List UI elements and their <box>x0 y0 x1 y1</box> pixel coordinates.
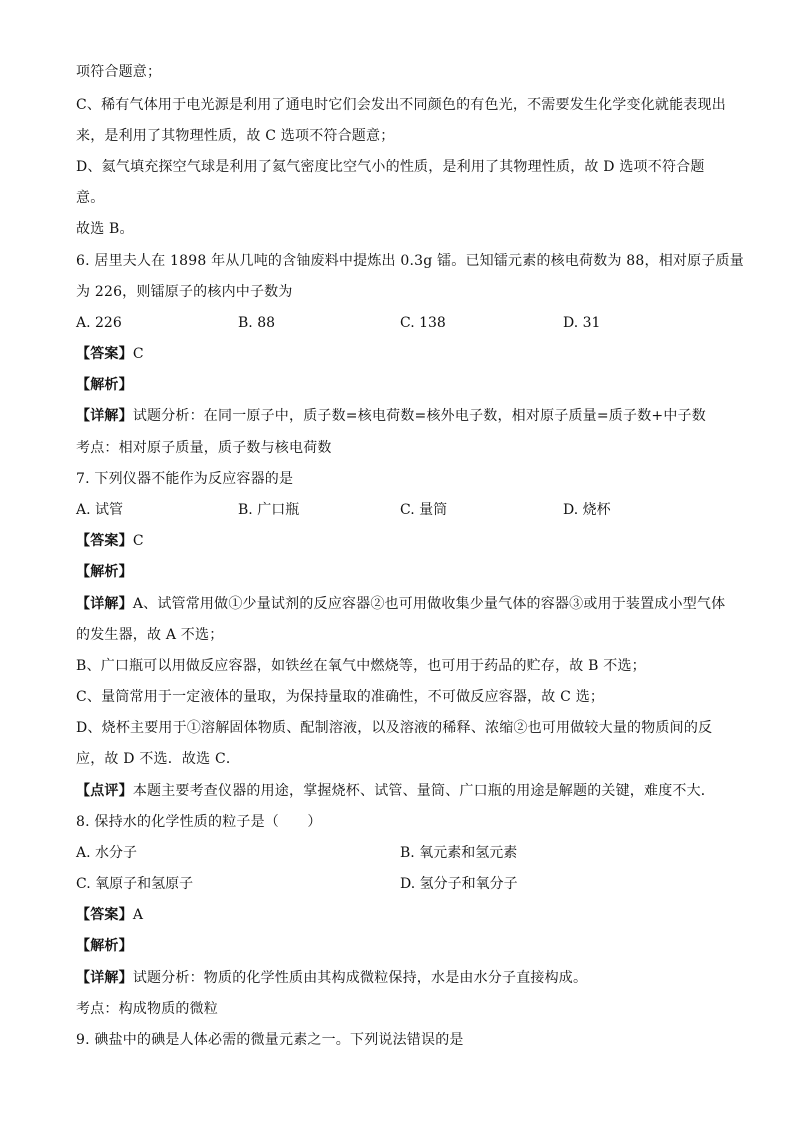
answer-label: 【答案】 <box>76 907 133 923</box>
q7-detail <box>76 594 726 614</box>
question-9-stem: 9. 碘盐中的碘是人体必需的微量元素之一。下列说法错误的是 <box>76 1032 464 1048</box>
detail-label: 【详解】 <box>76 970 133 986</box>
q6-answer <box>76 344 726 364</box>
text-line: 来，是利用了其物理性质，故 C 选项不符合题意； <box>76 128 395 144</box>
q6-option-a: A. 226 <box>76 315 122 331</box>
answer-value: A <box>132 907 144 923</box>
text-line: 意。 <box>76 190 105 206</box>
text-line: 项符合题意； <box>76 64 162 80</box>
q7-option-c: C. 量筒 <box>400 502 448 518</box>
detail-text: 试题分析：物质的化学性质由其构成微粒保持，水是由水分子直接构成。 <box>132 970 588 986</box>
text-line: B、广口瓶可以用做反应容器，如铁丝在氧气中燃烧等，也可用于药品的贮存，故 B 不选； <box>76 658 646 674</box>
question-7-stem: 7. 下列仪器不能作为反应容器的是 <box>76 471 294 487</box>
q8-detail <box>76 968 726 988</box>
text-line: C、稀有气体用于电光源是利用了通电时它们会发出不同颜色的有色光，不需要发生化学变化就能表现出 <box>76 97 726 113</box>
q8-knowledge-point: 考点：构成物质的微粒 <box>76 1001 218 1017</box>
q6-option-c: C. 138 <box>400 315 446 331</box>
q7-analysis-label: 【解析】 <box>76 564 133 580</box>
text-line: D、烧杯主要用于①溶解固体物质、配制溶液，以及溶液的稀释、浓缩②也可用做较大量的物质间的反 <box>76 720 713 736</box>
q6-analysis-label: 【解析】 <box>76 377 133 393</box>
q7-option-d: D. 烧杯 <box>563 502 611 518</box>
text-line: 应，故 D 不选．故选 C． <box>76 751 241 767</box>
q7-answer <box>76 531 726 551</box>
answer-label: 【答案】 <box>76 346 133 362</box>
text-line: D、氦气填充探空气球是利用了氦气密度比空气小的性质，是利用了其物理性质，故 D 选项不符合题 <box>76 159 705 175</box>
answer-label: 【答案】 <box>76 533 133 549</box>
text-line: 的发生器，故 A 不选； <box>76 627 224 643</box>
q7-option-b: B. 广口瓶 <box>238 502 300 518</box>
text-line: C、量筒常用于一定液体的量取，为保持量取的准确性，不可做反应容器，故 C 选； <box>76 689 605 705</box>
answer-value: C <box>132 533 144 549</box>
detail-text: A、试管常用做①少量试剂的反应容器②也可用做收集少量气体的容器③或用于装置成小型气体 <box>132 596 726 612</box>
review-text: 本题主要考查仪器的用途，掌握烧杯、试管、量筒、广口瓶的用途是解题的关键，难度不大． <box>132 783 716 799</box>
q6-option-b: B. 88 <box>238 315 276 331</box>
answer-value: C <box>132 346 144 362</box>
q6-detail <box>76 406 726 426</box>
q7-option-a: A. 试管 <box>76 502 124 518</box>
q6-option-d: D. 31 <box>563 315 601 331</box>
review-label: 【点评】 <box>76 783 133 799</box>
q7-review <box>76 781 726 801</box>
q8-answer <box>76 905 726 925</box>
q8-option-b: B. 氧元素和氢元素 <box>400 845 518 861</box>
text-line: 故选 B。 <box>76 221 134 237</box>
question-8-stem: 8. 保持水的化学性质的粒子是（ ） <box>76 814 322 830</box>
detail-text: 试题分析：在同一原子中，质子数=核电荷数=核外电子数，相对原子质量=质子数+中子数 <box>132 408 706 424</box>
detail-label: 【详解】 <box>76 408 133 424</box>
q6-knowledge-point: 考点：相对原子质量，质子数与核电荷数 <box>76 440 332 456</box>
detail-label: 【详解】 <box>76 596 133 612</box>
question-6-stem: 6. 居里夫人在 1898 年从几吨的含铀废料中提炼出 0.3g 镭。已知镭元素的核电荷数为 88，相对原子质量 <box>76 253 744 269</box>
question-6-stem-cont: 为 226，则镭原子的核内中子数为 <box>76 284 293 300</box>
q8-analysis-label: 【解析】 <box>76 938 133 954</box>
q8-option-a: A. 水分子 <box>76 845 138 861</box>
q8-option-c: C. 氧原子和氢原子 <box>76 876 194 892</box>
q8-option-d: D. 氢分子和氧分子 <box>400 876 518 892</box>
